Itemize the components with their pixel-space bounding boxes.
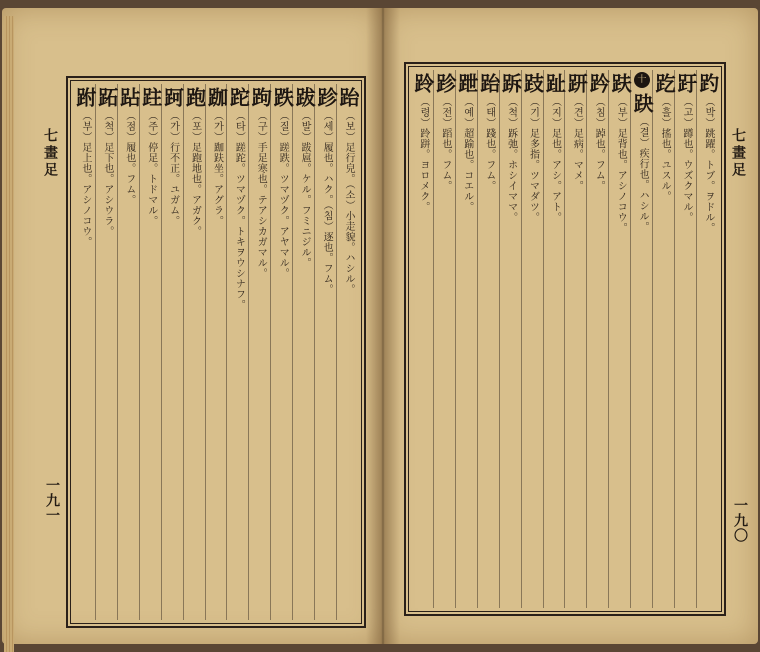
definition-text: （질）蹉跌。ツマヅク。アヤマル。 <box>277 110 289 279</box>
definition-text: （태）踐也。フム。 <box>483 96 495 191</box>
entry-column <box>586 70 611 608</box>
entry-column <box>543 70 565 608</box>
headword: 跏 <box>204 87 229 108</box>
entry-column <box>433 70 455 608</box>
book-gutter <box>366 8 400 644</box>
entry-column <box>412 70 433 608</box>
headword: 跎 <box>226 87 251 108</box>
definition-text: （타）蹉跎。ツマヅク。トキヲウシナフ。 <box>233 110 245 310</box>
entry-column <box>336 84 358 620</box>
definition-text: （포）足跑地也。アガク。 <box>189 110 201 237</box>
entry-column <box>630 70 655 608</box>
entry-column <box>499 70 521 608</box>
right-page <box>382 8 758 644</box>
definition-text: （주）停足。トドマル。 <box>145 110 157 226</box>
headword: 跕 <box>116 87 141 108</box>
headword: 跋 <box>292 87 317 108</box>
entry-column <box>161 84 183 620</box>
definition-text: （부）足上也。アシノコウ。 <box>79 110 91 247</box>
entry-column <box>270 84 295 620</box>
headword: 跒 <box>160 87 185 108</box>
headword: 跂 <box>520 73 545 94</box>
headword: 趾 <box>542 73 567 94</box>
headword: 跈 <box>432 73 457 94</box>
right-page-number: 一九〇 <box>732 498 748 543</box>
definition-text: （기）足多指。ツマダツ。 <box>527 96 539 223</box>
headword: 趺 <box>608 73 633 94</box>
headword: 趻 <box>586 73 611 94</box>
entry-column <box>292 84 317 620</box>
entry-column <box>608 70 633 608</box>
entry-column <box>652 70 677 608</box>
definition-text: （예）超踰也。コエル。 <box>461 96 473 212</box>
headword: 趷 <box>652 73 677 94</box>
definition-text: （결）疾行也。ハシル。 <box>637 116 649 232</box>
entry-column <box>183 84 205 620</box>
definition-text: （척）足下也。アシウラ。 <box>101 110 113 237</box>
definition-text: （박）跳躍。トブ。ヲドル。 <box>702 96 714 233</box>
entry-column <box>477 70 499 608</box>
definition-text: （점）履也。フム。 <box>123 110 135 205</box>
section-marker: 十 <box>634 72 650 88</box>
left-page-number: 一九一 <box>44 478 60 523</box>
headword: 跔 <box>248 87 273 108</box>
definition-text: （부）足背也。アシノコウ。 <box>615 96 627 233</box>
headword: 跅 <box>498 73 523 94</box>
left-page-header: 七畫足 <box>42 128 58 179</box>
headword: 跆 <box>335 87 360 108</box>
entry-column <box>139 84 161 620</box>
headword: 趵 <box>695 73 720 94</box>
definition-text: （전）蹈也。フム。 <box>439 96 451 191</box>
entry-column <box>455 70 477 608</box>
entry-column <box>696 70 718 608</box>
definition-text: （가）行不正。ユガム。 <box>167 110 179 226</box>
headword: 跆 <box>476 73 501 94</box>
headword: 跈 <box>314 87 339 108</box>
entry-column <box>674 70 696 608</box>
headword: 跗 <box>72 87 97 108</box>
headword: 跇 <box>454 73 479 94</box>
definition-text: （흘）搖也。ユスル。 <box>659 96 671 202</box>
left-text-frame <box>66 76 366 628</box>
definition-text: （지）足也。アシ。アト。 <box>549 96 561 223</box>
definition-text: （구）手足寒也。テアシカガマル。 <box>255 110 267 279</box>
entry-column <box>226 84 251 620</box>
headword: 趶 <box>673 73 698 94</box>
definition-text: （견）足病。マメ。 <box>571 96 583 191</box>
entry-column <box>205 84 227 620</box>
definition-text: （보）足行皃。（소）小走貌。ハシル。 <box>342 110 354 295</box>
entry-column <box>564 70 589 608</box>
entry-column <box>521 70 543 608</box>
entry-column <box>95 84 117 620</box>
page-edges <box>4 16 14 652</box>
entry-column <box>248 84 273 620</box>
headword: 趹 <box>630 93 655 114</box>
definition-text: （령）跉跰。ヨロメク。 <box>417 96 429 212</box>
headword: 跑 <box>182 87 207 108</box>
left-page <box>2 8 382 644</box>
headword: 跖 <box>94 87 119 108</box>
definition-text: （고）蹲也。ウズクマル。 <box>680 96 692 223</box>
definition-text: （발）跋扈。ケル。フミニジル。 <box>299 110 311 268</box>
definition-text: （세）履也。ハク。（침）逐也。フム。 <box>321 110 333 295</box>
headword: 跓 <box>138 87 163 108</box>
right-page-header: 七畫足 <box>730 128 746 179</box>
right-text-frame <box>404 62 726 616</box>
entry-column <box>74 84 95 620</box>
definition-text: （척）跅弛。ホシイママ。 <box>505 96 517 223</box>
entry-column <box>117 84 139 620</box>
entry-column <box>314 84 339 620</box>
headword: 跉 <box>410 73 435 94</box>
definition-text: （가）跏趺坐。アグラ。 <box>211 110 223 226</box>
left-columns <box>74 84 358 620</box>
definition-text: （침）踔也。フム。 <box>593 96 605 191</box>
headword: 趼 <box>564 73 589 94</box>
right-columns <box>412 70 718 608</box>
headword: 跌 <box>270 87 295 108</box>
